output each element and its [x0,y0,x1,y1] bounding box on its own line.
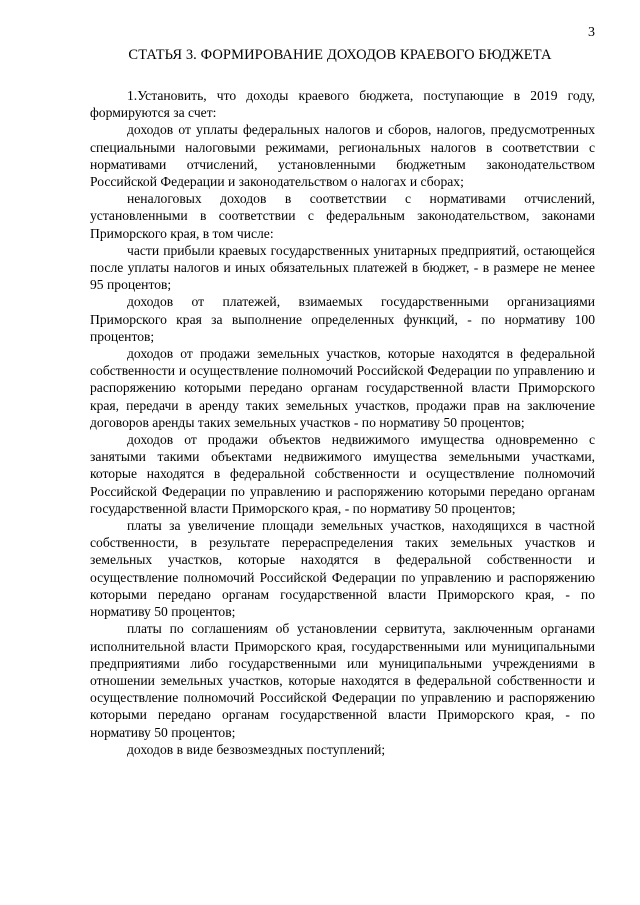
article-body [90,87,595,758]
paragraph-real-estate-sales: доходов от продажи объектов недвижимого имущества одновременно с занятыми такими объектами недвижимого имущества земельными участками, которые находятся в федеральной собственности и осуществление полномочий Российской Федерации по управлению и распоряжению которыми передано органам государственной власти Приморского края, - по нормативу 50 процентов; [90,432,595,516]
paragraph-non-tax-income: неналоговых доходов в соответствии с нормативами отчислений, установленными в соответствии с федеральным законодательством, законами Приморского края, в том числе: [90,191,595,241]
article-title: СТАТЬЯ 3. ФОРМИРОВАНИЕ ДОХОДОВ КРАЕВОГО БЮДЖЕТА [128,47,552,63]
paragraph-organization-payments: доходов от платежей, взимаемых государственными организациями Приморского края за выполнение определенных функций, - по нормативу 100 процентов; [90,294,595,344]
paragraph-enterprise-profit: части прибыли краевых государственных унитарных предприятий, остающейся после уплаты налогов и иных обязательных платежей в бюджет, - в размере не менее 95 процентов; [90,242,595,293]
paragraph-federal-taxes: доходов от уплаты федеральных налогов и сборов, налогов, предусмотренных специальными налоговыми режимами, региональных налогов в соответствии с нормативами отчислений, установленными бюджетным законодательством Российской Федерации и законодательством о налогах и сборах; [90,122,595,190]
paragraph-land-sales: доходов от продажи земельных участков, которые находятся в федеральной собственности и осуществление полномочий Российской Федерации по управлению и распоряжению которыми передано органам государственной власти Приморского края, передачи в аренду таких земельных участков, продажи прав на заключение договоров аренды таких земельных участков - по нормативу 50 процентов; [90,346,595,430]
paragraph-servitude-agreements: платы по соглашениям об установлении сервитута, заключенным органами исполнительной власти Приморского края, государственными или муниципальными предприятиями либо государственными или муниципальными учреждениями в отношении земельных участков, которые находятся в федеральной собственности и осуществление полномочий Российской Федерации по управлению и распоряжению которыми передано органам государственной власти Приморского края, - по нормативу 50 процентов; [90,621,595,740]
paragraph-land-area-increase: платы за увеличение площади земельных участков, находящихся в частной собственности, в результате перераспределения таких земельных участков и земельных участков, которые находятся в федеральной собственности и осуществление полномочий Российской Федерации по управлению и распоряжению которыми передано органам государственной власти Приморского края, - по нормативу 50 процентов; [90,518,595,620]
paragraph-gratuitous-receipts: доходов в виде безвозмездных поступлений; [127,741,386,757]
paragraph-intro: 1.Установить, что доходы краевого бюджета, поступающие в 2019 году, формируются за счет: [90,88,595,121]
page-number: 3 [588,25,595,40]
